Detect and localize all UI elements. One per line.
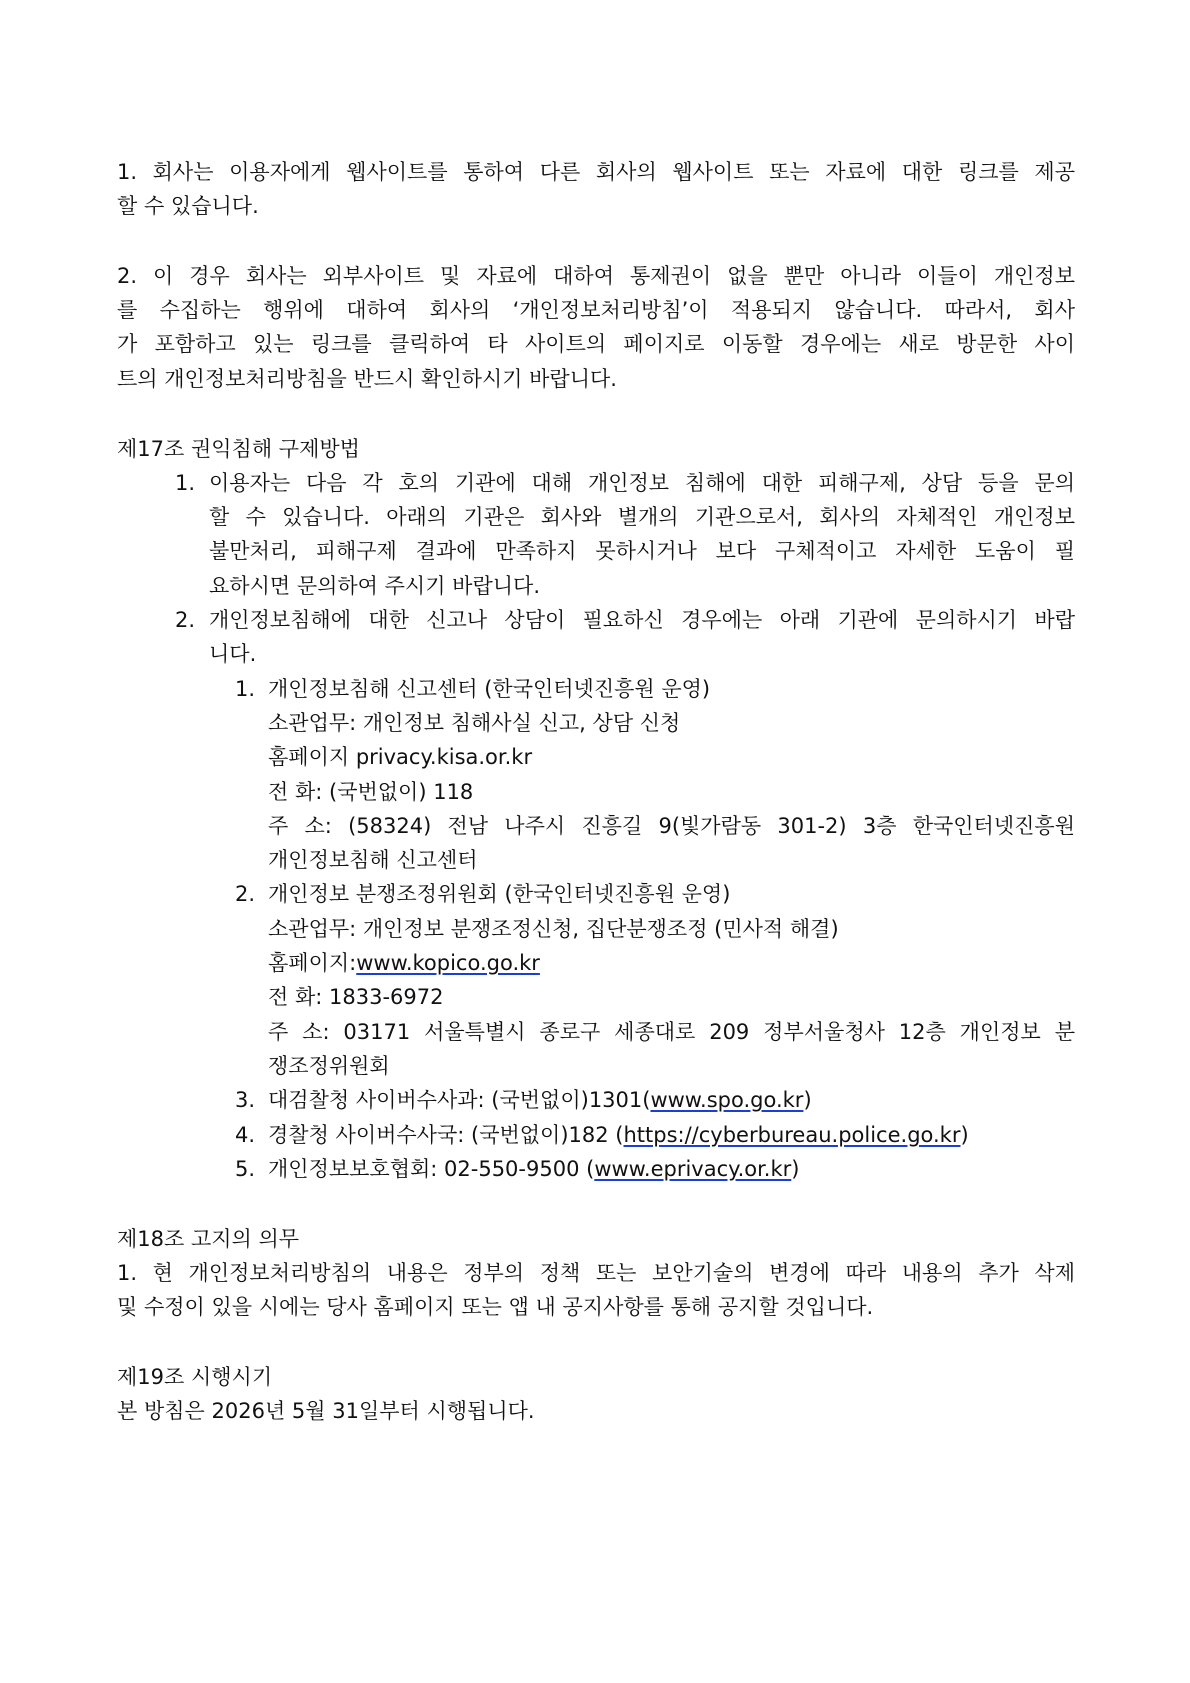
article19-line1: 본 방침은 2026년 5월 31일부터 시행됩니다. (117, 1399, 535, 1423)
article19-heading: 제19조 시행시기 (117, 1365, 273, 1389)
article18-line1: 1. 현 개인정보처리방침의 내용은 정부의 정책 또는 보안기술의 변경에 따라 내용의 추가 삭제 (117, 1261, 1075, 1285)
intro-p2-line2: 를 수집하는 행위에 대하여 회사의 ‘개인정보처리방침’이 적용되지 않습니다. 따라서, 회사 (117, 298, 1075, 322)
intro-p2-line1: 2. 이 경우 회사는 외부사이트 및 자료에 대하여 통제권이 없을 뿐만 아니라 이들이 개인정보 (117, 264, 1075, 288)
org3-tail: ) (803, 1088, 812, 1112)
article17-heading: 제17조 권익침해 구제방법 (117, 437, 360, 461)
org1-address-line2: 개인정보침해 신고센터 (268, 848, 478, 872)
org1-num: 1. (235, 677, 256, 701)
org2-num: 2. (235, 882, 256, 906)
org2-name: 개인정보 분쟁조정위원회 (한국인터넷진흥원 운영) (268, 882, 731, 906)
article17-item1-line2: 할 수 있습니다. 아래의 기관은 회사와 별개의 기관으로서, 회사의 자체적인 개인정보 (209, 505, 1075, 529)
org1-address-line1: 주 소: (58324) 전남 나주시 진흥길 9(빛가람동 301-2) 3층 한국인터넷진흥원 (268, 814, 1075, 838)
article18-line2: 및 수정이 있을 시에는 당사 홈페이지 또는 앱 내 공지사항를 통해 공지할 것입니다. (117, 1295, 874, 1319)
org3-link[interactable]: www.spo.go.kr (650, 1088, 804, 1112)
intro-p1-line2: 할 수 있습니다. (117, 194, 259, 218)
intro-p2-line4: 트의 개인정보처리방침을 반드시 확인하시기 바랍니다. (117, 367, 617, 391)
org1-duty: 소관업무: 개인정보 침해사실 신고, 상담 신청 (268, 711, 681, 735)
org3-text: 대검찰청 사이버수사과: (국번없이)1301( (268, 1088, 651, 1112)
org2-phone: 전 화: 1833-6972 (268, 985, 444, 1009)
org4-link[interactable]: https://cyberbureau.police.go.kr (623, 1123, 961, 1147)
org2-homepage-link[interactable]: www.kopico.go.kr (356, 951, 540, 975)
org4-num: 4. (235, 1123, 256, 1147)
org4-line (268, 1123, 969, 1147)
org5-link[interactable]: www.eprivacy.or.kr (594, 1157, 792, 1181)
org1-name: 개인정보침해 신고센터 (한국인터넷진흥원 운영) (268, 677, 711, 701)
org5-text: 개인정보보호협회: 02-550-9500 ( (268, 1157, 595, 1181)
org5-num: 5. (235, 1157, 256, 1181)
article17-item2-line2: 니다. (209, 642, 257, 666)
article17-item1-line1: 이용자는 다음 각 호의 기관에 대해 개인정보 침해에 대한 피해구제, 상담 등을 문의 (209, 471, 1075, 495)
org1-homepage: 홈페이지 privacy.kisa.or.kr (268, 745, 533, 769)
article17-item1-num: 1. (175, 471, 196, 495)
org2-homepage-label: 홈페이지: (268, 951, 357, 975)
article17-item1-line3: 불만처리, 피해구제 결과에 만족하지 못하시거나 보다 구체적이고 자세한 도움이 필 (209, 539, 1075, 563)
org5-tail: ) (791, 1157, 800, 1181)
org4-text: 경찰청 사이버수사국: (국번없이)182 ( (268, 1123, 624, 1147)
article17-item2-num: 2. (175, 608, 196, 632)
article17-item2-line1: 개인정보침해에 대한 신고나 상담이 필요하신 경우에는 아래 기관에 문의하시기 바랍 (209, 608, 1075, 632)
org2-address-line2: 쟁조정위원회 (268, 1054, 390, 1078)
article17-item1-line4: 요하시면 문의하여 주시기 바랍니다. (209, 574, 540, 598)
intro-p2-line3: 가 포함하고 있는 링크를 클릭하여 타 사이트의 페이지로 이동할 경우에는 새로 방문한 사이 (117, 332, 1075, 356)
org1-phone: 전 화: (국번없이) 118 (268, 780, 474, 804)
org2-duty: 소관업무: 개인정보 분쟁조정신청, 집단분쟁조정 (민사적 해결) (268, 917, 839, 941)
article18-heading: 제18조 고지의 의무 (117, 1227, 300, 1251)
org3-num: 3. (235, 1088, 256, 1112)
org2-address-line1: 주 소: 03171 서울특별시 종로구 세종대로 209 정부서울청사 12층 개인정보 분 (268, 1020, 1075, 1044)
org3-line (268, 1088, 812, 1112)
org5-line (268, 1157, 799, 1181)
org4-tail: ) (960, 1123, 969, 1147)
intro-p1-line1: 1. 회사는 이용자에게 웹사이트를 통하여 다른 회사의 웹사이트 또는 자료에 대한 링크를 제공 (117, 160, 1075, 184)
org2-homepage (268, 951, 540, 975)
